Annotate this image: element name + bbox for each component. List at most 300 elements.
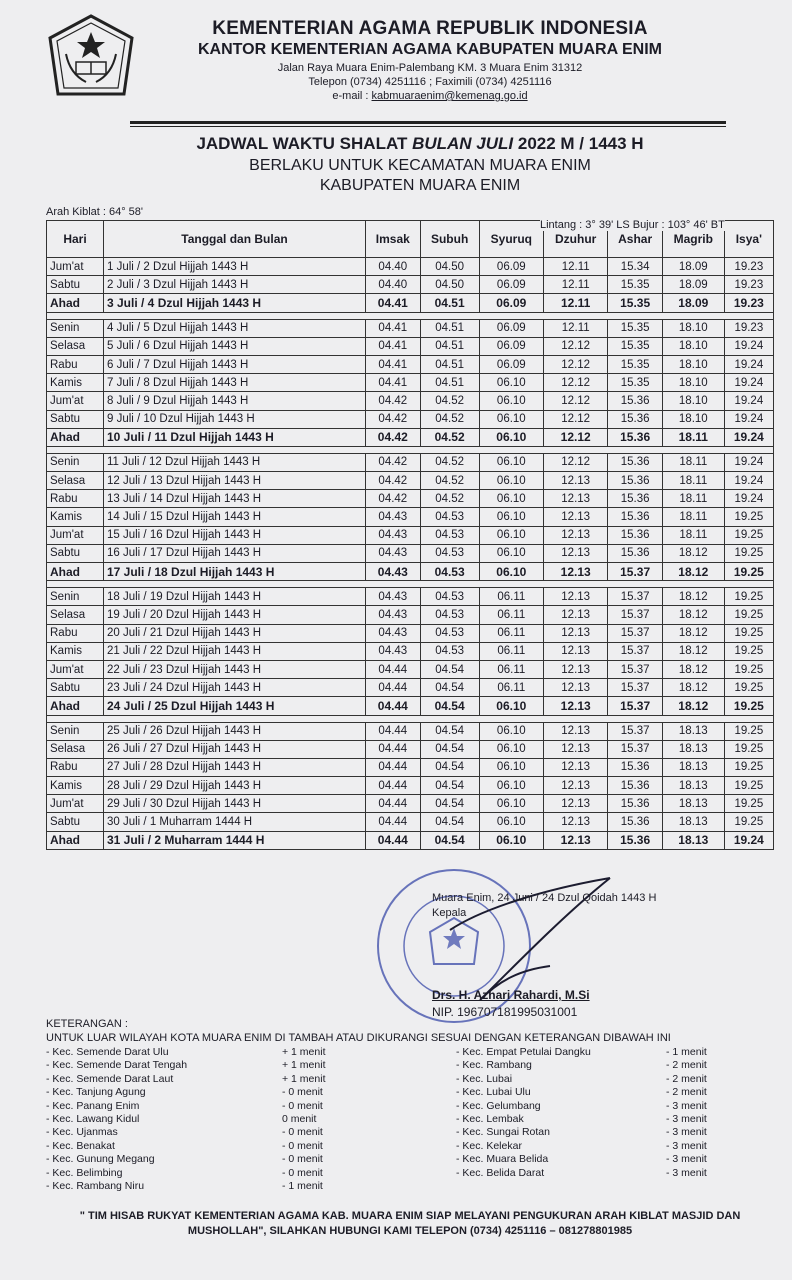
- kecamatan-name: - Kec. Tanjung Agung: [46, 1086, 146, 1099]
- time-cell: 12.13: [544, 642, 608, 660]
- time-cell: 04.51: [420, 319, 479, 337]
- signature-title: Kepala: [432, 907, 467, 919]
- time-cell: 04.43: [366, 624, 421, 642]
- notes-item: [456, 1073, 766, 1086]
- time-cell: 18.12: [662, 642, 724, 660]
- time-cell: 04.54: [420, 758, 479, 776]
- kecamatan-name: - Kec. Gelumbang: [456, 1099, 541, 1112]
- kecamatan-name: - Kec. Muara Belida: [456, 1153, 549, 1166]
- time-cell: 04.50: [420, 258, 479, 276]
- date-cell: 1 Juli / 2 Dzul Hijjah 1443 H: [104, 258, 366, 276]
- notes-item: [46, 1180, 346, 1193]
- time-cell: 12.12: [544, 355, 608, 373]
- time-cell: 19.25: [724, 740, 773, 758]
- date-cell: 19 Juli / 20 Dzul Hijjah 1443 H: [104, 606, 366, 624]
- time-cell: 06.10: [479, 813, 543, 831]
- time-cell: 12.13: [544, 831, 608, 849]
- time-cell: 04.41: [366, 337, 421, 355]
- day-cell: Sabtu: [47, 276, 104, 294]
- time-cell: 15.36: [608, 508, 663, 526]
- day-cell: Senin: [47, 588, 104, 606]
- kecamatan-name: - Kec. Lawang Kidul: [46, 1112, 140, 1125]
- table-row: [47, 813, 774, 831]
- time-cell: 04.41: [366, 319, 421, 337]
- time-cell: 04.51: [420, 355, 479, 373]
- day-cell: Senin: [47, 453, 104, 471]
- time-offset: - 0 menit: [282, 1153, 323, 1166]
- week-separator: [47, 312, 774, 319]
- kecamatan-name: - Kec. Semende Darat Laut: [46, 1072, 174, 1085]
- notes-right-column: [456, 1046, 766, 1180]
- table-row: [47, 795, 774, 813]
- header-rule-thin: [130, 126, 726, 127]
- time-cell: 04.53: [420, 544, 479, 562]
- time-cell: 15.37: [608, 722, 663, 740]
- time-cell: 12.13: [544, 758, 608, 776]
- time-cell: 04.44: [366, 813, 421, 831]
- day-cell: Jum'at: [47, 526, 104, 544]
- day-cell: Kamis: [47, 777, 104, 795]
- time-cell: 12.13: [544, 813, 608, 831]
- time-cell: 04.54: [420, 813, 479, 831]
- time-cell: 12.13: [544, 606, 608, 624]
- time-cell: 04.40: [366, 258, 421, 276]
- time-cell: 15.36: [608, 544, 663, 562]
- time-cell: 04.52: [420, 392, 479, 410]
- table-row: [47, 777, 774, 795]
- time-cell: 18.13: [662, 758, 724, 776]
- time-cell: 18.13: [662, 740, 724, 758]
- footer-line-2: MUSHOLLAH", SILAHKAN HUBUNGI KAMI TELEPON (0734) 4251116 – 081278801985: [187, 1225, 633, 1237]
- time-offset: - 0 menit: [282, 1139, 323, 1152]
- time-cell: 04.44: [366, 660, 421, 678]
- time-cell: 15.37: [608, 642, 663, 660]
- notes-item: [46, 1167, 346, 1180]
- date-cell: 27 Juli / 28 Dzul Hijjah 1443 H: [104, 758, 366, 776]
- arah-kiblat: Arah Kiblat : 64° 58': [46, 206, 144, 218]
- time-cell: 15.35: [608, 276, 663, 294]
- day-cell: Selasa: [47, 472, 104, 490]
- date-cell: 8 Juli / 9 Dzul Hijjah 1443 H: [104, 392, 366, 410]
- day-cell: Ahad: [47, 563, 104, 581]
- kecamatan-name: - Kec. Gunung Megang: [46, 1153, 155, 1166]
- time-cell: 06.10: [479, 374, 543, 392]
- time-offset: + 1 menit: [282, 1059, 326, 1072]
- day-cell: Ahad: [47, 831, 104, 849]
- time-cell: 06.10: [479, 795, 543, 813]
- time-cell: 19.24: [724, 490, 773, 508]
- time-cell: 15.35: [608, 374, 663, 392]
- kecamatan-name: - Kec. Rambang Niru: [46, 1179, 145, 1192]
- time-cell: 15.36: [608, 490, 663, 508]
- time-cell: 04.51: [420, 337, 479, 355]
- time-cell: 19.25: [724, 777, 773, 795]
- time-cell: 15.36: [608, 526, 663, 544]
- notes-item: [456, 1046, 766, 1059]
- time-cell: 15.35: [608, 294, 663, 312]
- time-cell: 04.53: [420, 606, 479, 624]
- time-cell: 12.13: [544, 624, 608, 642]
- date-cell: 23 Juli / 24 Dzul Hijjah 1443 H: [104, 679, 366, 697]
- table-row: [47, 544, 774, 562]
- time-cell: 18.13: [662, 722, 724, 740]
- week-separator: [47, 715, 774, 722]
- time-cell: 18.12: [662, 697, 724, 715]
- time-cell: 06.10: [479, 777, 543, 795]
- header-rule-thick: [130, 121, 726, 124]
- day-cell: Kamis: [47, 374, 104, 392]
- time-offset: - 2 menit: [666, 1086, 707, 1099]
- time-cell: 19.23: [724, 319, 773, 337]
- day-cell: Ahad: [47, 428, 104, 446]
- date-cell: 31 Juli / 2 Muharram 1444 H: [104, 831, 366, 849]
- time-cell: 19.25: [724, 722, 773, 740]
- office-email-line: [150, 89, 710, 103]
- notes-left-column: [46, 1046, 346, 1193]
- time-cell: 19.24: [724, 392, 773, 410]
- time-offset: - 0 menit: [282, 1086, 323, 1099]
- time-cell: 04.53: [420, 508, 479, 526]
- date-cell: 25 Juli / 26 Dzul Hijjah 1443 H: [104, 722, 366, 740]
- table-row: [47, 563, 774, 581]
- time-cell: 15.36: [608, 777, 663, 795]
- time-cell: 12.11: [544, 319, 608, 337]
- column-header: Isya': [724, 221, 773, 258]
- notes-item: [46, 1046, 346, 1059]
- time-cell: 12.11: [544, 276, 608, 294]
- table-row: [47, 392, 774, 410]
- date-cell: 9 Juli / 10 Dzul Hijjah 1443 H: [104, 410, 366, 428]
- time-cell: 19.24: [724, 453, 773, 471]
- time-cell: 06.10: [479, 758, 543, 776]
- time-cell: 19.25: [724, 563, 773, 581]
- kecamatan-name: - Kec. Lembak: [456, 1112, 524, 1125]
- table-row: [47, 831, 774, 849]
- time-cell: 15.35: [608, 319, 663, 337]
- week-separator-cell: [47, 581, 774, 588]
- date-cell: 21 Juli / 22 Dzul Hijjah 1443 H: [104, 642, 366, 660]
- time-cell: 15.36: [608, 813, 663, 831]
- day-cell: Rabu: [47, 758, 104, 776]
- time-cell: 04.52: [420, 410, 479, 428]
- time-cell: 04.52: [420, 472, 479, 490]
- time-cell: 18.11: [662, 526, 724, 544]
- kecamatan-name: - Kec. Lubai: [456, 1072, 513, 1085]
- time-cell: 06.09: [479, 258, 543, 276]
- time-cell: 04.41: [366, 374, 421, 392]
- kecamatan-name: - Kec. Belimbing: [46, 1166, 123, 1179]
- day-cell: Rabu: [47, 624, 104, 642]
- time-cell: 15.37: [608, 606, 663, 624]
- day-cell: Kamis: [47, 642, 104, 660]
- time-cell: 12.13: [544, 490, 608, 508]
- notes-intro: UNTUK LUAR WILAYAH KOTA MUARA ENIM DI TAMBAH ATAU DIKURANGI SESUAI DENGAN KETERANGAN DIBAWAH INI: [46, 1032, 671, 1044]
- time-cell: 15.34: [608, 258, 663, 276]
- date-cell: 3 Juli / 4 Dzul Hijjah 1443 H: [104, 294, 366, 312]
- date-cell: 13 Juli / 14 Dzul Hijjah 1443 H: [104, 490, 366, 508]
- prayer-schedule-table: [46, 220, 774, 850]
- kecamatan-name: - Kec. Belida Darat: [456, 1166, 545, 1179]
- time-cell: 12.12: [544, 392, 608, 410]
- footer-line-1: " TIM HISAB RUKYAT KEMENTERIAN AGAMA KAB. MUARA ENIM SIAP MELAYANI PENGUKURAN ARAH KIBLAT MASJID DAN: [79, 1210, 741, 1222]
- office-name: KANTOR KEMENTERIAN AGAMA KABUPATEN MUARA ENIM: [198, 41, 662, 58]
- week-separator: [47, 581, 774, 588]
- footer-note: [60, 1209, 760, 1239]
- time-cell: 04.40: [366, 276, 421, 294]
- time-cell: 04.42: [366, 472, 421, 490]
- time-cell: 15.36: [608, 472, 663, 490]
- time-cell: 04.44: [366, 740, 421, 758]
- time-cell: 15.37: [608, 624, 663, 642]
- time-cell: 04.53: [420, 588, 479, 606]
- time-cell: 04.54: [420, 722, 479, 740]
- time-cell: 12.13: [544, 795, 608, 813]
- time-cell: 15.36: [608, 410, 663, 428]
- time-cell: 06.10: [479, 410, 543, 428]
- title-part-2: 2022 M / 1443 H: [513, 134, 644, 153]
- table-row: [47, 374, 774, 392]
- time-cell: 04.54: [420, 777, 479, 795]
- time-cell: 18.10: [662, 410, 724, 428]
- table-row: [47, 697, 774, 715]
- day-cell: Selasa: [47, 606, 104, 624]
- table-row: [47, 319, 774, 337]
- title-part-1: JADWAL WAKTU SHALAT: [196, 134, 413, 153]
- time-cell: 06.11: [479, 679, 543, 697]
- time-cell: 19.25: [724, 544, 773, 562]
- time-cell: 12.11: [544, 258, 608, 276]
- notes-item: [456, 1100, 766, 1113]
- kecamatan-name: - Kec. Panang Enim: [46, 1099, 140, 1112]
- time-cell: 04.54: [420, 795, 479, 813]
- notes-item: [46, 1100, 346, 1113]
- time-cell: 06.10: [479, 563, 543, 581]
- time-cell: 19.25: [724, 679, 773, 697]
- date-cell: 10 Juli / 11 Dzul Hijjah 1443 H: [104, 428, 366, 446]
- time-cell: 06.11: [479, 642, 543, 660]
- time-cell: 12.13: [544, 508, 608, 526]
- column-header: Syuruq: [479, 221, 543, 258]
- date-cell: 15 Juli / 16 Dzul Hijjah 1443 H: [104, 526, 366, 544]
- time-cell: 18.11: [662, 490, 724, 508]
- kecamatan-name: - Kec. Sungai Rotan: [456, 1126, 550, 1139]
- time-offset: + 1 menit: [282, 1046, 326, 1058]
- day-cell: Senin: [47, 319, 104, 337]
- date-cell: 6 Juli / 7 Dzul Hijjah 1443 H: [104, 355, 366, 373]
- time-cell: 19.24: [724, 428, 773, 446]
- day-cell: Jum'at: [47, 258, 104, 276]
- time-cell: 19.24: [724, 472, 773, 490]
- time-cell: 19.23: [724, 258, 773, 276]
- time-cell: 18.09: [662, 276, 724, 294]
- time-cell: 12.13: [544, 697, 608, 715]
- notes-item: [456, 1059, 766, 1072]
- table-row: [47, 758, 774, 776]
- time-cell: 06.11: [479, 606, 543, 624]
- time-cell: 12.12: [544, 337, 608, 355]
- notes-item: [46, 1126, 346, 1139]
- time-cell: 06.09: [479, 276, 543, 294]
- time-cell: 04.44: [366, 758, 421, 776]
- table-row: [47, 453, 774, 471]
- time-offset: - 3 menit: [666, 1139, 707, 1152]
- time-cell: 19.25: [724, 758, 773, 776]
- time-cell: 04.54: [420, 660, 479, 678]
- day-cell: Selasa: [47, 740, 104, 758]
- time-cell: 15.36: [608, 758, 663, 776]
- time-cell: 12.13: [544, 679, 608, 697]
- time-cell: 06.09: [479, 355, 543, 373]
- notes-item: [46, 1113, 346, 1126]
- notes-item: [46, 1059, 346, 1072]
- time-cell: 04.44: [366, 795, 421, 813]
- notes-item: [46, 1153, 346, 1166]
- column-header: Tanggal dan Bulan: [104, 221, 366, 258]
- time-offset: - 3 menit: [666, 1166, 707, 1179]
- time-cell: 19.25: [724, 624, 773, 642]
- time-cell: 04.51: [420, 374, 479, 392]
- time-offset: - 3 menit: [666, 1099, 707, 1112]
- title-line-1: [100, 132, 740, 156]
- time-cell: 04.44: [366, 777, 421, 795]
- date-cell: 26 Juli / 27 Dzul Hijjah 1443 H: [104, 740, 366, 758]
- time-cell: 04.43: [366, 588, 421, 606]
- time-cell: 04.54: [420, 697, 479, 715]
- day-cell: Ahad: [47, 697, 104, 715]
- date-cell: 11 Juli / 12 Dzul Hijjah 1443 H: [104, 453, 366, 471]
- time-offset: - 1 menit: [666, 1046, 707, 1058]
- time-cell: 15.36: [608, 392, 663, 410]
- table-row: [47, 740, 774, 758]
- date-cell: 20 Juli / 21 Dzul Hijjah 1443 H: [104, 624, 366, 642]
- time-cell: 18.11: [662, 453, 724, 471]
- time-offset: - 1 menit: [282, 1179, 323, 1192]
- title-line-3: KABUPATEN MUARA ENIM: [319, 177, 521, 194]
- kecamatan-name: - Kec. Kelekar: [456, 1139, 522, 1152]
- day-cell: Sabtu: [47, 813, 104, 831]
- week-separator: [47, 446, 774, 453]
- time-cell: 04.42: [366, 453, 421, 471]
- time-cell: 19.24: [724, 355, 773, 373]
- email-label: e-mail :: [332, 90, 372, 102]
- time-cell: 12.13: [544, 588, 608, 606]
- schedule-title: [100, 132, 740, 196]
- signatory-name: Drs. H. Azhari Rahardi, M.Si: [432, 988, 590, 1002]
- table-row: [47, 660, 774, 678]
- notes-item: [46, 1086, 346, 1099]
- table-row: [47, 490, 774, 508]
- time-cell: 18.10: [662, 355, 724, 373]
- time-cell: 19.25: [724, 813, 773, 831]
- time-cell: 18.11: [662, 428, 724, 446]
- title-line-2: BERLAKU UNTUK KECAMATAN MUARA ENIM: [249, 157, 591, 174]
- time-cell: 06.10: [479, 526, 543, 544]
- time-cell: 19.24: [724, 831, 773, 849]
- time-cell: 18.09: [662, 294, 724, 312]
- day-cell: Ahad: [47, 294, 104, 312]
- table-row: [47, 508, 774, 526]
- time-cell: 12.13: [544, 660, 608, 678]
- time-cell: 06.10: [479, 508, 543, 526]
- time-cell: 04.54: [420, 831, 479, 849]
- time-cell: 04.42: [366, 392, 421, 410]
- time-cell: 18.10: [662, 374, 724, 392]
- time-cell: 15.37: [608, 563, 663, 581]
- time-cell: 18.09: [662, 258, 724, 276]
- time-cell: 12.12: [544, 428, 608, 446]
- time-cell: 06.10: [479, 472, 543, 490]
- table-row: [47, 642, 774, 660]
- time-cell: 06.09: [479, 294, 543, 312]
- time-cell: 12.13: [544, 777, 608, 795]
- time-cell: 18.10: [662, 319, 724, 337]
- time-cell: 04.53: [420, 563, 479, 581]
- time-cell: 04.53: [420, 642, 479, 660]
- time-cell: 19.25: [724, 795, 773, 813]
- time-cell: 18.13: [662, 795, 724, 813]
- time-cell: 04.44: [366, 831, 421, 849]
- time-cell: 19.23: [724, 276, 773, 294]
- time-cell: 04.43: [366, 526, 421, 544]
- time-cell: 06.10: [479, 453, 543, 471]
- table-row: [47, 258, 774, 276]
- date-cell: 7 Juli / 8 Dzul Hijjah 1443 H: [104, 374, 366, 392]
- time-offset: - 0 menit: [282, 1166, 323, 1179]
- time-cell: 15.37: [608, 740, 663, 758]
- date-cell: 30 Juli / 1 Muharram 1444 H: [104, 813, 366, 831]
- column-header: Magrib: [662, 221, 724, 258]
- time-cell: 19.25: [724, 642, 773, 660]
- time-cell: 15.36: [608, 453, 663, 471]
- signatory-nip: NIP. 196707181995031001: [432, 1005, 578, 1019]
- time-cell: 15.37: [608, 679, 663, 697]
- date-cell: 16 Juli / 17 Dzul Hijjah 1443 H: [104, 544, 366, 562]
- date-cell: 4 Juli / 5 Dzul Hijjah 1443 H: [104, 319, 366, 337]
- kemenag-logo-icon: [48, 14, 134, 102]
- day-cell: Rabu: [47, 490, 104, 508]
- time-cell: 04.44: [366, 722, 421, 740]
- time-cell: 04.43: [366, 563, 421, 581]
- time-cell: 19.25: [724, 660, 773, 678]
- time-cell: 15.37: [608, 697, 663, 715]
- kecamatan-name: - Kec. Lubai Ulu: [456, 1086, 531, 1099]
- time-cell: 12.13: [544, 740, 608, 758]
- time-cell: 15.36: [608, 831, 663, 849]
- office-phone: Telepon (0734) 4251116 ; Faximili (0734) 4251116: [308, 76, 552, 88]
- table-row: [47, 337, 774, 355]
- time-offset: - 3 menit: [666, 1126, 707, 1139]
- time-cell: 18.11: [662, 508, 724, 526]
- time-cell: 15.36: [608, 795, 663, 813]
- time-cell: 12.11: [544, 294, 608, 312]
- day-cell: Sabtu: [47, 544, 104, 562]
- notes-item: [456, 1126, 766, 1139]
- time-cell: 15.36: [608, 428, 663, 446]
- time-cell: 04.54: [420, 679, 479, 697]
- column-header: Imsak: [366, 221, 421, 258]
- time-offset: - 3 menit: [666, 1112, 707, 1125]
- notes-item: [456, 1167, 766, 1180]
- kecamatan-name: - Kec. Semende Darat Ulu: [46, 1046, 169, 1058]
- kecamatan-name: - Kec. Benakat: [46, 1139, 115, 1152]
- week-separator-cell: [47, 715, 774, 722]
- time-cell: 12.12: [544, 453, 608, 471]
- kecamatan-name: - Kec. Semende Darat Tengah: [46, 1059, 188, 1072]
- time-cell: 19.25: [724, 588, 773, 606]
- table-row: [47, 606, 774, 624]
- time-cell: 15.35: [608, 355, 663, 373]
- office-address: Jalan Raya Muara Enim-Palembang KM. 3 Muara Enim 31312: [277, 62, 583, 74]
